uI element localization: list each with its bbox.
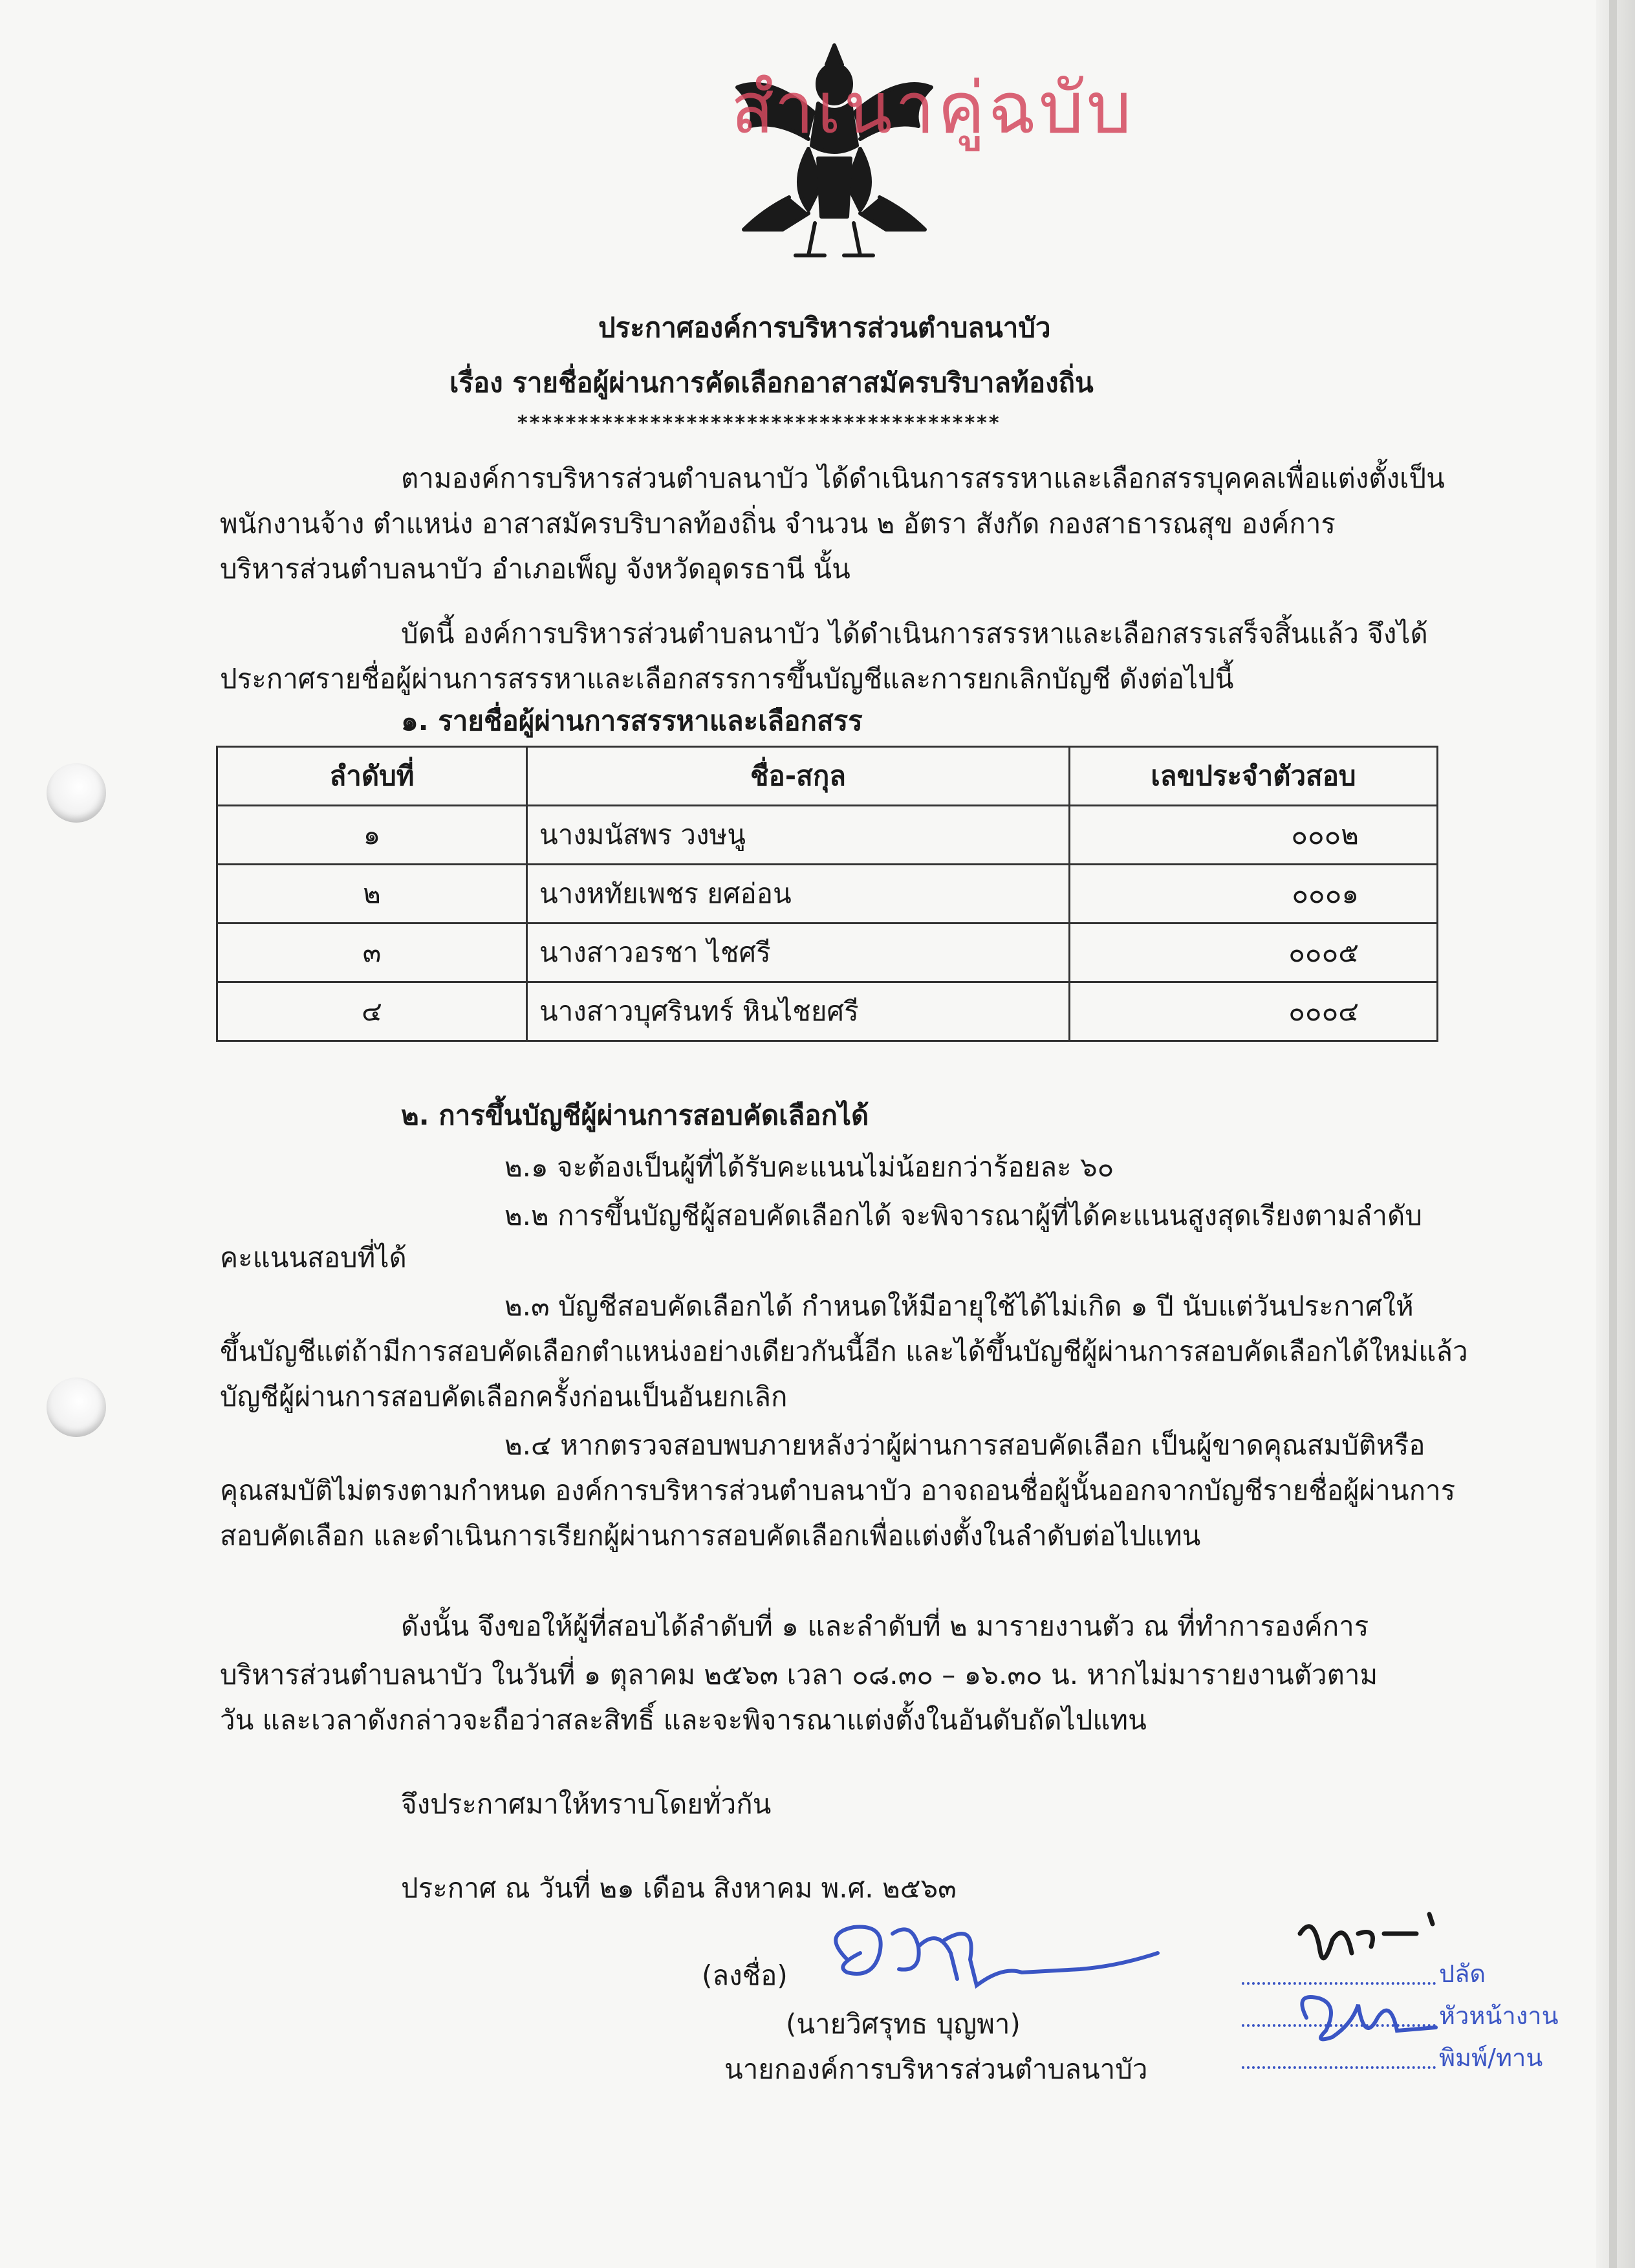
cell-exam-id: ๐๐๐๔: [1070, 982, 1438, 1041]
cell-exam-id: ๐๐๐๑: [1070, 865, 1438, 923]
rule-2-3-line3: บัญชีผู้ผ่านการสอบคัดเลือกครั้งก่อนเป็นอันยกเลิก: [220, 1381, 788, 1412]
table-row: [217, 806, 1438, 865]
page-edge-strip: [1609, 0, 1617, 2268]
cell-order: ๔: [217, 982, 527, 1041]
rule-2-4-line1: ๒.๔ หากตรวจสอบพบภายหลังว่าผู้ผ่านการสอบคัดเลือก เป็นผู้ขาดคุณสมบัติหรือ: [504, 1429, 1425, 1461]
punch-hole-bottom: [47, 1377, 106, 1437]
intro-p1-line3: บริหารส่วนตำบลนาบัว อำเภอเพ็ญ จังหวัดอุดรธานี นั้น: [220, 553, 850, 585]
routing-label-head: หัวหน้างาน: [1439, 2002, 1559, 2030]
announce-date: ประกาศ ณ วันที่ ๒๑ เดือน สิงหาคม พ.ศ. ๒๕๖๓: [401, 1872, 957, 1904]
announcement-title: ประกาศองค์การบริหารส่วนตำบลนาบัว: [598, 312, 1051, 343]
rule-2-4-line3: สอบคัดเลือก และดำเนินการเรียกผู้ผ่านการสอบคัดเลือกเพื่อแต่งตั้งในลำดับต่อไปแทน: [220, 1520, 1201, 1551]
cell-order: ๓: [217, 923, 527, 982]
copy-stamp: สำเนาคู่ฉบับ: [731, 67, 1134, 149]
section2-heading: ๒. การขึ้นบัญชีผู้ผ่านการสอบคัดเลือกได้: [401, 1099, 869, 1131]
table-row: [217, 923, 1438, 982]
closing-line2: บริหารส่วนตำบลนาบัว ในวันที่ ๑ ตุลาคม ๒๕๖๓ เวลา ๐๘.๓๐ – ๑๖.๓๐ น. หากไม่มารายงานตัวตาม: [220, 1659, 1378, 1690]
cell-exam-id: ๐๐๐๕: [1070, 923, 1438, 982]
routing-label-typist: พิมพ์/ทาน: [1439, 2044, 1543, 2072]
rule-2-3-line1: ๒.๓ บัญชีสอบคัดเลือกได้ กำหนดให้มีอายุใช้ได้ไม่เกิด ๑ ปี นับแต่วันประกาศให้: [504, 1290, 1414, 1322]
punch-hole-top: [47, 763, 106, 823]
cell-name: นางสาวอรชา ไชศรี: [527, 923, 1070, 982]
column-header-exam-id: เลขประจำตัวสอบ: [1070, 747, 1438, 806]
closing-line3: วัน และเวลาดังกล่าวจะถือว่าสละสิทธิ์ และจะพิจารณาแต่งตั้งในอันดับถัดไปแทน: [220, 1704, 1147, 1736]
intro-p2-line1: บัดนี้ องค์การบริหารส่วนตำบลนาบัว ได้ดำเนินการสรรหาและเลือกสรรเสร็จสิ้นแล้ว จึงได้: [401, 618, 1428, 649]
cell-exam-id: ๐๐๐๒: [1070, 806, 1438, 865]
table-header-row: [217, 747, 1438, 806]
passed-candidates-table: [216, 746, 1438, 1042]
cell-name: นางสาวบุศรินทร์ หินไชยศรี: [527, 982, 1070, 1041]
routing-label-deputy: ปลัด: [1439, 1960, 1486, 1988]
routing-signature-mark: [1287, 1979, 1442, 2057]
intro-p2-line2: ประกาศรายชื่อผู้ผ่านการสรรหาและเลือกสรรการขึ้นบัญชีและการยกเลิกบัญชี ดังต่อไปนี้: [220, 663, 1234, 695]
signature-mark: [808, 1908, 1171, 2011]
column-header-order: ลำดับที่: [217, 747, 527, 806]
announcement-subject: เรื่อง รายชื่อผู้ผ่านการคัดเลือกอาสาสมัครบริบาลท้องถิ่น: [449, 367, 1094, 398]
rule-2-3-line2: ขึ้นบัญชีแต่ถ้ามีการสอบคัดเลือกตำแหน่งอย่างเดียวกันนี้อีก และได้ขึ้นบัญชีผู้ผ่านการสอบคัดเลือกได้ใหม่แล้ว: [220, 1335, 1468, 1367]
intro-p1-line1: ตามองค์การบริหารส่วนตำบลนาบัว ได้ดำเนินการสรรหาและเลือกสรรบุคคลเพื่อแต่งตั้งเป็น: [401, 462, 1445, 494]
cell-name: นางมนัสพร วงษนู: [527, 806, 1070, 865]
announce-line: จึงประกาศมาให้ทราบโดยทั่วกัน: [401, 1788, 772, 1820]
intro-p1-line2: พนักงานจ้าง ตำแหน่ง อาสาสมัครบริบาลท้องถิ่น จำนวน ๒ อัตรา สังกัด กองสาธารณสุข องค์การ: [220, 508, 1336, 539]
closing-line1: ดังนั้น จึงขอให้ผู้ที่สอบได้ลำดับที่ ๑ และลำดับที่ ๒ มารายงานตัว ณ ที่ทำการองค์การ: [401, 1610, 1369, 1642]
rule-2-2-line1: ๒.๒ การขึ้นบัญชีผู้สอบคัดเลือกได้ จะพิจารณาผู้ที่ได้คะแนนสูงสุดเรียงตามลำดับ: [504, 1200, 1422, 1231]
sign-label: (ลงชื่อ): [702, 1960, 788, 1991]
rule-2-4-line2: คุณสมบัติไม่ตรงตามกำหนด องค์การบริหารส่วนตำบลนาบัว อาจถอนชื่อผู้นั้นออกจากบัญชีรายชื่อผู้ผ่านการ: [220, 1474, 1456, 1506]
rule-2-2-line2: คะแนนสอบที่ได้: [220, 1242, 407, 1273]
table-row: [217, 982, 1438, 1041]
table-row: [217, 865, 1438, 923]
signer-position: นายกองค์การบริหารส่วนตำบลนาบัว: [724, 2053, 1148, 2085]
initials-mark: [1287, 1908, 1455, 1985]
signer-name: (นายวิศรุทธ บุญพา): [786, 2008, 1021, 2040]
cell-order: ๑: [217, 806, 527, 865]
routing-line-3: [1242, 2066, 1436, 2069]
rule-2-1: ๒.๑ จะต้องเป็นผู้ที่ได้รับคะแนนไม่น้อยกว่าร้อยละ ๖๐: [504, 1151, 1114, 1183]
section1-heading: ๑. รายชื่อผู้ผ่านการสรรหาและเลือกสรร: [401, 705, 863, 737]
column-header-name: ชื่อ-สกุล: [527, 747, 1070, 806]
cell-order: ๒: [217, 865, 527, 923]
cell-name: นางหทัยเพชร ยศอ่อน: [527, 865, 1070, 923]
separator-stars: ****************************************: [517, 412, 1001, 435]
